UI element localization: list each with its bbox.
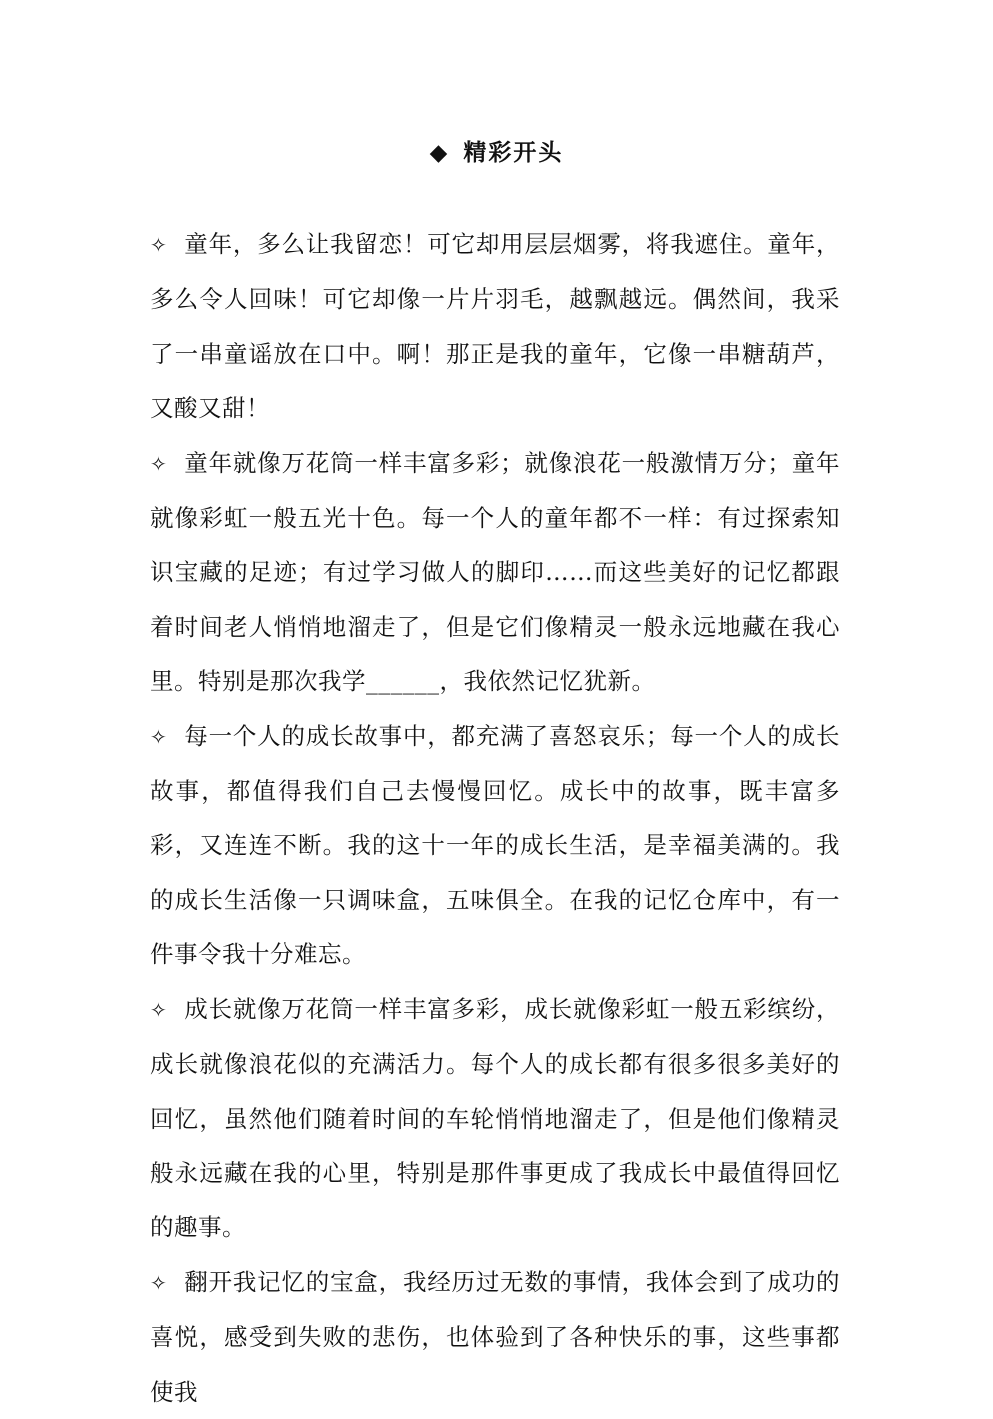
paragraph-text: 童年就像万花筒一样丰富多彩；就像浪花一般激情万分；童年就像彩虹一般五光十色。每一个人的童年都不一样：有过探索知识宝藏的足迹；有过学习做人的脚印……而这些美好的记忆都跟着时间老人悄悄地溜走了，但是它们像精灵一般永远地藏在我心里。特别是那次我学______，我依然记忆犹新。 (150, 448, 840, 696)
paragraph-list (150, 217, 840, 1419)
paragraph-text: 每一个人的成长故事中，都充满了喜怒哀乐；每一个人的成长故事，都值得我们自己去慢慢回忆。成长中的故事，既丰富多彩，又连连不断。我的这十一年的成长生活，是幸福美满的。我的成长生活像一只调味盒，五味俱全。在我的记忆仓库中，有一件事令我十分难忘。 (150, 721, 840, 969)
paragraph (150, 1255, 840, 1419)
sparkle-bullet-icon: ✧ (150, 233, 168, 257)
paragraph-text: 成长就像万花筒一样丰富多彩，成长就像彩虹一般五彩缤纷，成长就像浪花似的充满活力。每个人的成长都有很多很多美好的回忆，虽然他们随着时间的车轮悄悄地溜走了，但是他们像精灵般永远藏在我的心里，特别是那件事更成了我成长中最值得回忆的趣事。 (150, 994, 840, 1242)
paragraph (150, 982, 840, 1255)
paragraph (150, 709, 840, 982)
paragraph-text: 童年，多么让我留恋！可它却用层层烟雾，将我遮住。童年，多么令人回味！可它却像一片片羽毛，越飘越远。偶然间，我采了一串童谣放在口中。啊！那正是我的童年，它像一串糖葫芦，又酸又甜！ (150, 230, 840, 423)
heading-title: 精彩开头 (463, 139, 564, 166)
sparkle-bullet-icon: ✧ (150, 724, 168, 749)
sparkle-bullet-icon: ✧ (150, 997, 168, 1022)
diamond-icon: ◆ (429, 139, 450, 166)
paragraph-text: 翻开我记忆的宝盒，我经历过无数的事情，我体会到了成功的喜悦，感受到失败的悲伤，也体验到了各种快乐的事，这些事都使我 (150, 1267, 840, 1406)
paragraph (150, 436, 840, 709)
sparkle-bullet-icon: ✧ (150, 451, 168, 476)
sparkle-bullet-icon: ✧ (150, 1270, 168, 1295)
paragraph (150, 217, 840, 436)
section-heading (0, 136, 993, 170)
